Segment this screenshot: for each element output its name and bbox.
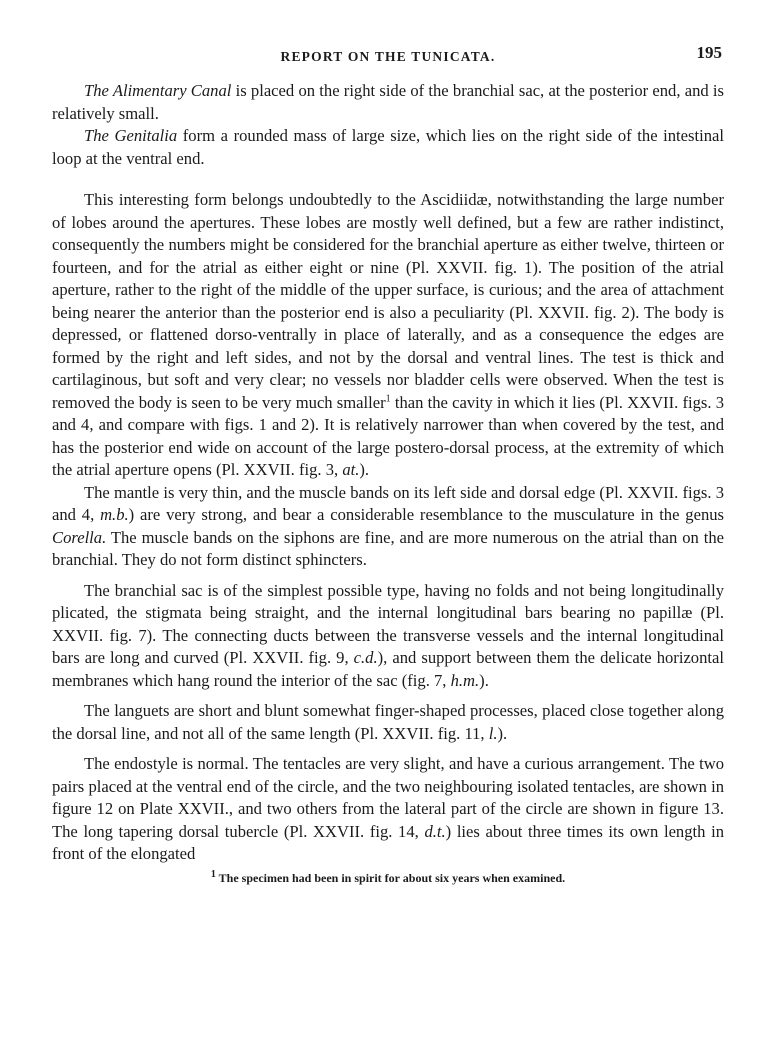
branchial-text-d: h.m. (450, 670, 480, 690)
mantle-text-a: The mantle is very thin, and the muscle bands on its left side and dorsal edge (Pl. XXVII. figs. 3 and 4, (52, 482, 724, 524)
languets-text-a: The languets are short and blunt somewhat finger-shaped processes, placed close together along the dorsal line, and not all of the same length (Pl. XXVII. fig. 11, (52, 701, 724, 743)
mantle-text-d: Corella. (52, 527, 107, 547)
alimentary-canal-text: is placed on the right side of the branchial sac, at the posterior end, and is relatively small. (52, 81, 724, 123)
endostyle-text-c: ) lies about three times its own length in front of the elongated (52, 821, 724, 863)
interesting-text-d: ). (359, 460, 370, 479)
genitalia-label: The Genitalia (84, 126, 178, 145)
footnote-marker: 1 (385, 392, 391, 404)
paragraph-branchial-sac (52, 580, 724, 693)
branchial-text-c: ), and support between them the delicate horizontal membranes which hang round the interior of the sac (fig. 7, (52, 648, 724, 690)
genitalia-text: form a rounded mass of large size, which lies on the right side of the intestinal loop at the ventral end. (52, 126, 724, 168)
page-number: 195 (696, 43, 722, 62)
footnote-number: 1 (210, 868, 216, 880)
alimentary-canal-label: The Alimentary Canal (84, 81, 232, 100)
footnote (52, 870, 724, 886)
paragraph-mantle (52, 482, 724, 572)
languets-text-c: ). (497, 723, 508, 743)
running-title: REPORT ON THE TUNICATA. (280, 49, 496, 64)
page-header (52, 40, 724, 70)
paragraph-interesting-form (52, 189, 724, 482)
mantle-text-e: The muscle bands on the siphons are fine, and are more numerous on the atrial than on the branchial. They do not form distinct sphincters. (52, 527, 724, 569)
branchial-text-e: ). (479, 670, 489, 690)
interesting-text-b: than the cavity in which it lies (Pl. XXVII. figs. 3 and 4, and compare with figs. 1 and 2). It is relatively narrower than when covered by the test, and has the posterior end wide on account of the large postero-dorsal process, at the extremity of which the atrial aperture opens (Pl. XXVII. fig. 3, (52, 392, 724, 479)
paragraph-genitalia (52, 125, 724, 170)
page (52, 40, 724, 886)
paragraph-languets (52, 700, 724, 745)
interesting-text-c: at. (342, 460, 360, 479)
interesting-text-a: This interesting form belongs undoubtedly to the Ascidiidæ, notwithstanding the large number of lobes around the apertures. These lobes are mostly well defined, but a few are rather indistinct, consequently the numbers might be considered for the branchial aperture as either twelve, thirteen or fourteen, and for the atrial as either eight or nine (Pl. XXVII. fig. 1). The position of the atrial aperture, rather to the right of the middle of the upper surface, is curious; and the area of attachment being nearer the anterior than the posterior end is also a peculiarity (Pl. XXVII. fig. 2). The body is depressed, or flattened dorso-ventrally in place of laterally, and as a consequence the edges are formed by the right and left sides, and not by the dorsal and ventral lines. The test is thick and cartilaginous, but soft and very clear; no vessels nor bladder cells were observed. When the test is removed the body is seen to be very much smaller (52, 190, 724, 412)
mantle-text-c: ) are very strong, and bear a considerable resemblance to the musculature in the genus (128, 505, 725, 524)
paragraph-alimentary-canal (52, 80, 724, 125)
endostyle-text-a: The endostyle is normal. The tentacles are very slight, and have a curious arrangement. The two pairs placed at the ventral end of the circle, and the two neighbouring isolated tentacles, are shown in figure 12 on Plate XXVII., and two others from the lateral part of the circle are shown in figure 13. The long tapering dorsal tubercle (Pl. XXVII. fig. 14, (52, 754, 724, 841)
languets-text-b: l. (488, 723, 498, 743)
endostyle-text-b: d.t. (424, 821, 446, 841)
branchial-text-a: The branchial sac is of the simplest possible type, having no folds and not being longitudinally plicated, the stigmata being straight, and the internal longitudinal bars bearing no papillæ (Pl. XXVII. fig. 7). The connecting ducts between the transverse vessels and the internal longitudinal bars are long and curved (Pl. XXVII. fig. 9, (52, 580, 724, 667)
mantle-text-b: m.b. (100, 505, 129, 524)
paragraph-endostyle (52, 753, 724, 866)
footnote-text: The specimen had been in spirit for about six years when examined. (215, 870, 566, 885)
branchial-text-b: c.d. (353, 648, 378, 667)
